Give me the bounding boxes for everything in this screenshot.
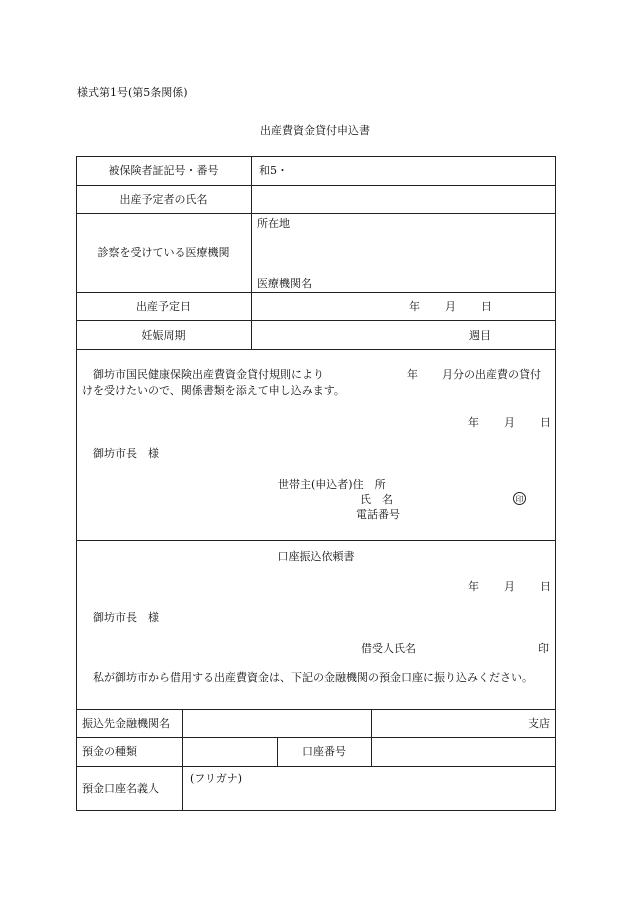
pregnancy-week-label: 妊娠周期 [141, 329, 186, 342]
application-body-line2: けを受けたいので、関係書類を添えて申し込みます。 [82, 384, 345, 397]
due-date-month[interactable]: 月 [445, 300, 456, 313]
application-addressee: 御坊市長 様 [93, 447, 159, 460]
deposit-type-field[interactable] [183, 738, 276, 765]
application-body-part1: 御坊市国民健康保険出産費資金貸付規則により [93, 368, 324, 381]
application-date-day[interactable]: 日 [540, 416, 551, 429]
borrower-seal: 印 [538, 642, 549, 655]
account-number-label: 口座番号 [302, 745, 346, 758]
expectant-name-label: 出産予定者の氏名 [119, 193, 208, 206]
account-holder-label: 預金口座名義人 [82, 782, 159, 795]
clinic-name-field[interactable] [320, 270, 555, 291]
deposit-type-label: 預金の種類 [82, 745, 137, 758]
seal-stamp-icon: 印 [513, 492, 526, 505]
applicant-phone-label: 電話番号 [356, 508, 400, 521]
application-date-year[interactable]: 年 [468, 416, 479, 429]
applicant-address-label: 世帯主(申込者)住 所 [278, 478, 386, 491]
clinic-address-label: 所在地 [257, 217, 290, 230]
clinic-name-label: 医療機関名 [257, 277, 312, 290]
insurance-number-value[interactable]: 和5・ [259, 164, 288, 177]
expectant-name-field[interactable] [252, 186, 555, 212]
bank-name-field[interactable] [183, 710, 370, 736]
form-number: 様式第1号(第5条関係) [77, 86, 188, 99]
account-number-field[interactable] [372, 738, 555, 765]
application-body-part2: 月分の出産費の貸付 [442, 368, 541, 381]
transfer-title: 口座振込依頼書 [277, 550, 355, 563]
insurance-number-label: 被保険者証記号・番号 [108, 164, 219, 177]
due-date-year[interactable]: 年 [409, 300, 420, 313]
bank-name-label: 振込先金融機関名 [82, 717, 170, 730]
pregnancy-week-unit[interactable]: 週目 [469, 329, 491, 342]
applicant-name-label: 氏 名 [360, 493, 393, 506]
transfer-date-month[interactable]: 月 [504, 580, 515, 593]
transfer-body: 私が御坊市から借用する出産費資金は、下記の金融機関の預金口座に振り込みください。 [93, 671, 533, 684]
application-body-year[interactable]: 年 [407, 368, 418, 381]
transfer-date-year[interactable]: 年 [468, 580, 479, 593]
branch-label: 支店 [528, 717, 550, 730]
transfer-addressee: 御坊市長 様 [93, 611, 159, 624]
transfer-date-day[interactable]: 日 [540, 580, 551, 593]
account-holder-field[interactable] [183, 788, 555, 810]
borrower-name-label: 借受人氏名 [361, 642, 416, 655]
application-date-month[interactable]: 月 [504, 416, 515, 429]
clinic-label: 診察を受けている医療機関 [97, 246, 230, 259]
furigana-label: (フリガナ) [190, 772, 243, 785]
form-title: 出産費資金貸付申込書 [260, 124, 370, 137]
due-date-label: 出産予定日 [136, 300, 191, 313]
due-date-day[interactable]: 日 [481, 300, 492, 313]
clinic-address-field[interactable] [300, 214, 555, 244]
